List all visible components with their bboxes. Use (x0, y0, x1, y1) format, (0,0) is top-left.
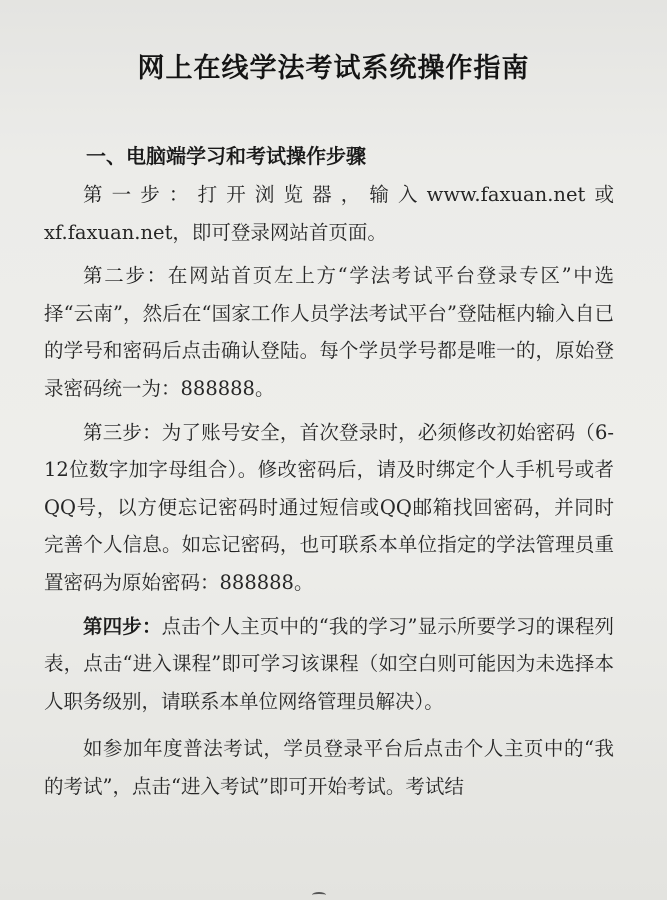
step-label: 第四步： (83, 614, 162, 638)
paragraph-step-1 (44, 176, 614, 251)
paragraph-text: 为了账号安全，首次登录时，必须修改初始密码（6-12位数字加字母组合）。修改密码后，请及时绑定个人手机号或者QQ号，以方便忘记密码时通过短信或QQ邮箱找回密码，并同时完善个人信息。如忘记密码，也可联系本单位指定的学法管理员重置密码为原始密码：888888。 (44, 420, 614, 594)
document-title: 网上在线学法考试系统操作指南 (137, 53, 530, 84)
paragraph-text: 在网站首页左上方“学法考试平台登录专区”中选择“云南”，然后在“国家工作人员学法考试平台”登陆框内输入自已的学号和密码后点击确认登陆。每个学员学号都是唯一的，原始登录密码统一为：888888。 (44, 264, 614, 400)
step-label: 第一步： (83, 183, 198, 206)
paragraph-text: 点击个人主页中的“我的学习”显示所要学习的课程列表，点击“进入课程”即可学习该课程（如空白则可能因为未选择本人职务级别，请联系本单位网络管理员解决）。 (44, 614, 614, 713)
page-number-mark (312, 892, 326, 898)
document-body (44, 176, 614, 812)
paragraph-text: 打开浏览器，输入www.faxuan.net或xf.faxuan.net，即可登录网站首页面。 (44, 183, 614, 244)
paragraph-step-4 (44, 608, 614, 721)
step-label: 第二步： (83, 264, 168, 288)
paragraph-text: 如参加年度普法考试，学员登录平台后点击个人主页中的“我的考试”，点击“进入考试”即可开始考试。考试结 (44, 737, 614, 798)
paragraph-step-3 (44, 414, 614, 602)
section-heading: 一、电脑端学习和考试操作步骤 (86, 144, 366, 168)
step-label: 第三步： (83, 420, 162, 444)
paragraph-exam (44, 730, 614, 805)
paragraph-step-2 (44, 257, 614, 407)
